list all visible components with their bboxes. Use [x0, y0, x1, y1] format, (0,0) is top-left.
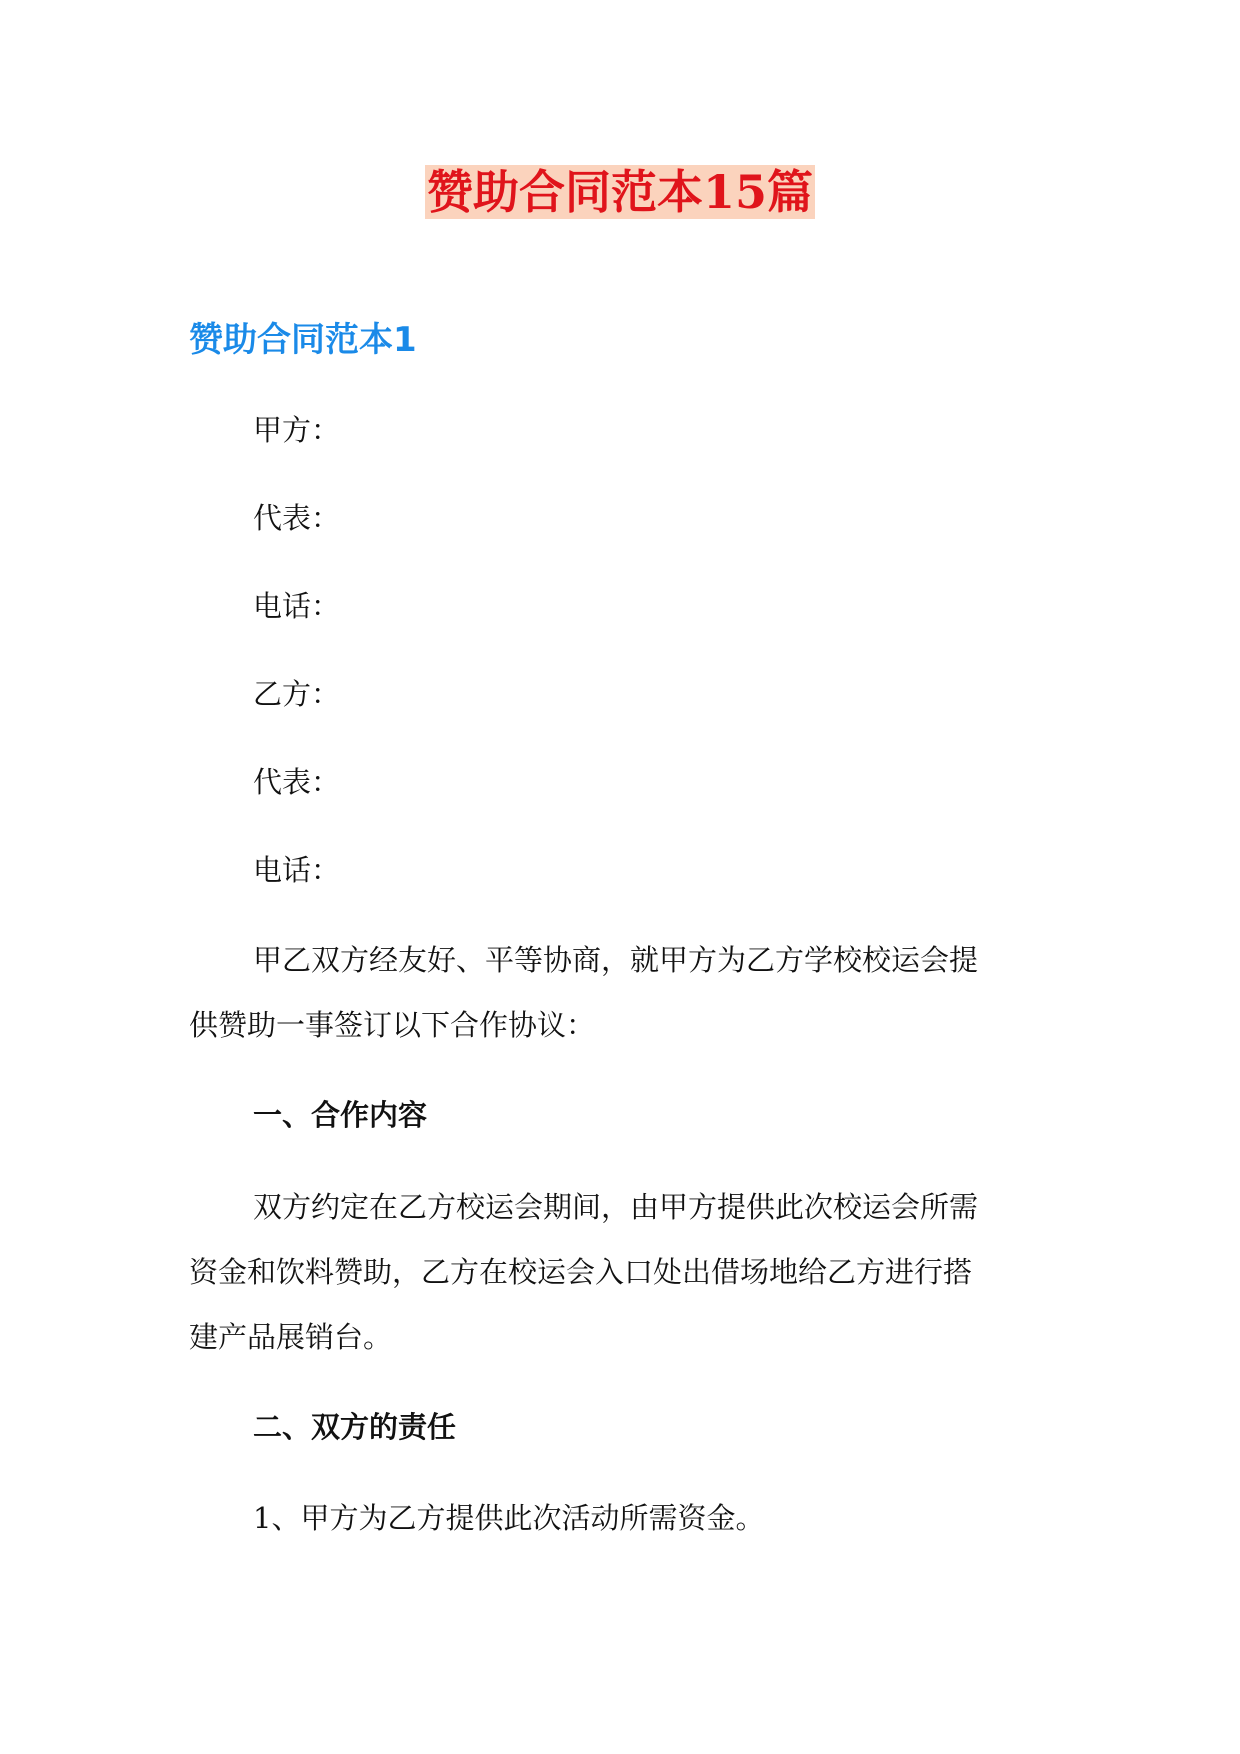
heading-cooperation-content: 一、合作内容 — [253, 1098, 428, 1132]
phone-b-field: 电话： — [253, 853, 341, 887]
representative-a-field: 代表： — [253, 501, 341, 535]
party-a-field: 甲方： — [253, 413, 341, 447]
intro-paragraph-line-2: 供赞助一事签订以下合作协议： — [189, 1008, 596, 1042]
representative-b-field: 代表： — [253, 765, 341, 799]
responsibility-item-1: 1、甲方为乙方提供此次活动所需资金。 — [253, 1501, 765, 1535]
content-paragraph-line-1: 双方约定在乙方校运会期间，由甲方提供此次校运会所需 — [253, 1190, 979, 1224]
party-b-field: 乙方： — [253, 677, 341, 711]
document-title — [0, 165, 1240, 219]
phone-a-field: 电话： — [253, 589, 341, 623]
document-title-text: 赞助合同范本15篇 — [426, 165, 813, 219]
heading-responsibilities: 二、双方的责任 — [253, 1410, 457, 1444]
content-paragraph-line-2: 资金和饮料赞助，乙方在校运会入口处出借场地给乙方进行搭 — [189, 1255, 973, 1289]
intro-paragraph-line-1: 甲乙双方经友好、平等协商，就甲方为乙方学校校运会提 — [253, 943, 979, 977]
section-title: 赞助合同范本1 — [189, 320, 417, 360]
content-paragraph-line-3: 建产品展销台。 — [189, 1320, 393, 1354]
